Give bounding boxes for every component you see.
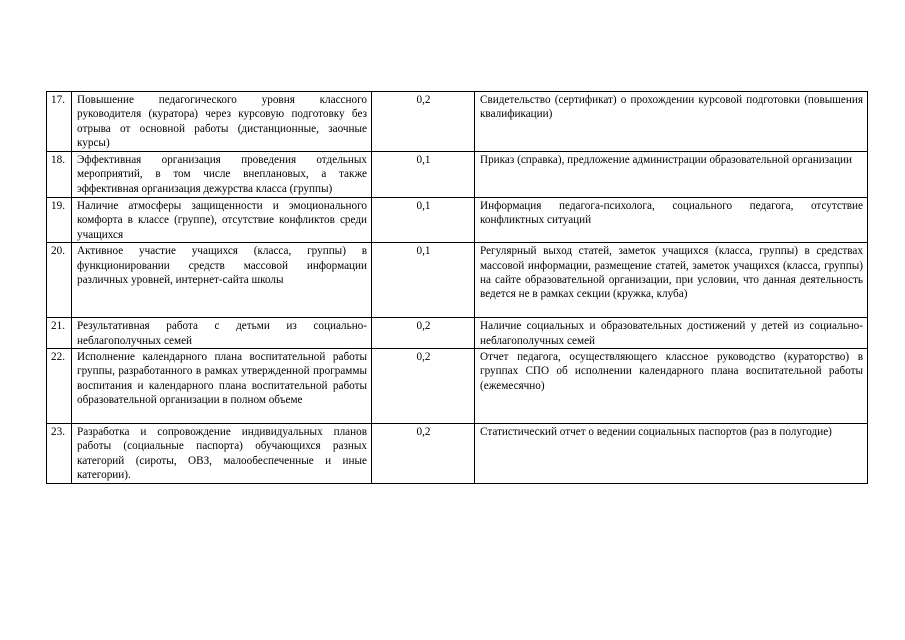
row-number: 17.	[47, 92, 72, 152]
points-cell: 0,1	[372, 243, 475, 318]
indicator-cell: Наличие атмосферы защищенности и эмоционального комфорта в классе (группе), отсутствие конфликтов среди учащихся	[72, 198, 372, 243]
table-row	[47, 318, 868, 349]
document-cell: Статистический отчет о ведении социальных паспортов (раз в полугодие)	[475, 424, 868, 484]
points-cell: 0,2	[372, 349, 475, 424]
indicator-cell: Активное участие учащихся (класса, группы) в функционировании средств массовой информации различных уровней, интернет-сайта школы	[72, 243, 372, 318]
indicator-cell: Исполнение календарного плана воспитательной работы группы, разработанного в рамках утвержденной программы воспитания и календарного плана воспитательной работы образовательной организации в полном объеме	[72, 349, 372, 424]
table-row	[47, 92, 868, 152]
indicator-cell: Результативная работа с детьми из социально-неблагополучных семей	[72, 318, 372, 349]
row-number: 19.	[47, 198, 72, 243]
indicator-cell: Повышение педагогического уровня классного руководителя (куратора) через курсовую подготовку без отрыва от основной работы (дистанционные, заочные курсы)	[72, 92, 372, 152]
table-row	[47, 349, 868, 424]
row-number: 21.	[47, 318, 72, 349]
table-row	[47, 198, 868, 243]
document-cell: Приказ (справка), предложение администрации образовательной организации	[475, 152, 868, 198]
table-row	[47, 243, 868, 318]
table-row	[47, 424, 868, 484]
table-row	[47, 152, 868, 198]
document-cell: Свидетельство (сертификат) о прохождении курсовой подготовки (повышения квалификации)	[475, 92, 868, 152]
points-cell: 0,2	[372, 318, 475, 349]
criteria-table	[46, 91, 868, 484]
points-cell: 0,1	[372, 198, 475, 243]
indicator-cell: Эффективная организация проведения отдельных мероприятий, в том числе внеплановых, а также эффективная организация дежурства класса (группы)	[72, 152, 372, 198]
points-cell: 0,1	[372, 152, 475, 198]
row-number: 23.	[47, 424, 72, 484]
points-cell: 0,2	[372, 424, 475, 484]
points-cell: 0,2	[372, 92, 475, 152]
indicator-cell: Разработка и сопровождение индивидуальных планов работы (социальные паспорта) обучающихся разных категорий (сироты, ОВЗ, малообеспеченные и иные категории).	[72, 424, 372, 484]
row-number: 20.	[47, 243, 72, 318]
document-cell: Регулярный выход статей, заметок учащихся (класса, группы) в средствах массовой информации, размещение статей, заметок учащихся (класса, группы) на сайте образовательной организации, при условии, что данная деятельность ведется не в рамках секции (кружка, клуба)	[475, 243, 868, 318]
row-number: 18.	[47, 152, 72, 198]
row-number: 22.	[47, 349, 72, 424]
document-cell: Информация педагога-психолога, социального педагога, отсутствие конфликтных ситуаций	[475, 198, 868, 243]
document-cell: Отчет педагога, осуществляющего классное руководство (кураторство) в группах СПО об исполнении календарного плана воспитательной работы (ежемесячно)	[475, 349, 868, 424]
document-cell: Наличие социальных и образовательных достижений у детей из социально-неблагополучных семей	[475, 318, 868, 349]
